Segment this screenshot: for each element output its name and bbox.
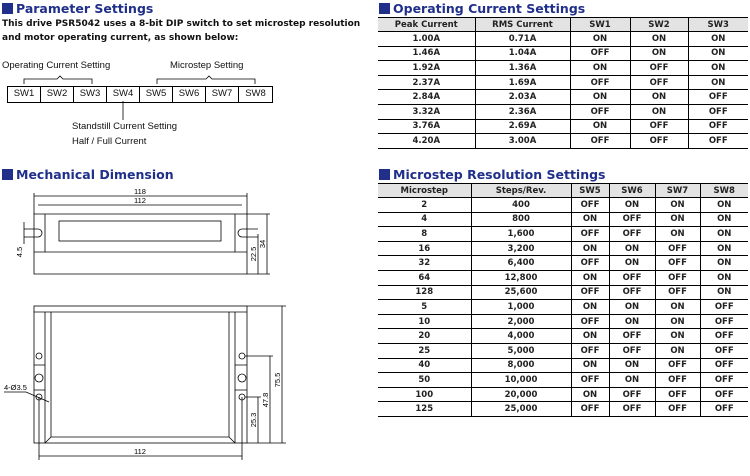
dim-75-5: 75.5	[273, 372, 282, 388]
table-cell: OFF	[571, 198, 609, 213]
table-row	[378, 285, 748, 300]
table-cell: ON	[655, 314, 700, 329]
table-row	[378, 373, 748, 388]
table-cell: OFF	[688, 104, 748, 119]
table-cell: 25,000	[471, 402, 571, 417]
table-cell: OFF	[655, 241, 700, 256]
table-cell: OFF	[570, 46, 630, 61]
table-row	[378, 256, 748, 271]
table-row	[378, 402, 748, 417]
table-cell: 64	[378, 270, 471, 285]
table-cell: OFF	[700, 402, 748, 417]
table-cell: 4,000	[471, 329, 571, 344]
table-cell: ON	[688, 32, 748, 47]
table-cell: ON	[630, 104, 688, 119]
table-cell: OFF	[570, 104, 630, 119]
table-cell: OFF	[609, 285, 655, 300]
table-row	[378, 119, 748, 134]
micro-bracket	[157, 76, 255, 84]
intro-line-1: This drive PSR5042 uses a 8-bit DIP switch to set microstep resolution	[2, 19, 361, 29]
dip-switch-1: SW1	[8, 87, 41, 102]
table-cell: 2.03A	[475, 90, 570, 105]
table-cell: ON	[571, 212, 609, 227]
dim-112-top: 112	[134, 196, 146, 205]
table-cell: 2.37A	[378, 75, 475, 90]
dip-switch-3: SW3	[74, 87, 107, 102]
microstep-heading	[379, 167, 606, 182]
dip-switch-8: SW8	[245, 88, 266, 99]
table-cell: 2.36A	[475, 104, 570, 119]
dip-switch-5: SW5	[140, 87, 173, 102]
table-row	[378, 61, 748, 76]
table-cell: 10,000	[471, 373, 571, 388]
top-view	[24, 193, 270, 274]
table-cell: ON	[700, 285, 748, 300]
dim-22-5: 22.5	[249, 246, 258, 262]
table-cell: 5,000	[471, 343, 571, 358]
table-cell: ON	[630, 46, 688, 61]
table-cell: 3.00A	[475, 134, 570, 149]
table-cell: OFF	[655, 387, 700, 402]
table-row	[378, 75, 748, 90]
table-cell: OFF	[688, 119, 748, 134]
table-cell: ON	[609, 373, 655, 388]
column-header: SW8	[700, 184, 748, 198]
op-bracket	[24, 76, 92, 84]
dim-112-bottom: 112	[134, 447, 146, 456]
table-cell: OFF	[700, 314, 748, 329]
intro-line-2: and motor operating current, as shown below:	[2, 33, 239, 43]
table-cell: 2.84A	[378, 90, 475, 105]
table-cell: ON	[700, 270, 748, 285]
table-row	[378, 32, 748, 47]
table-cell: OFF	[630, 119, 688, 134]
heading-square-icon	[379, 3, 390, 14]
dip-switch-2: SW2	[41, 87, 74, 102]
table-cell: ON	[655, 198, 700, 213]
table-row	[378, 270, 748, 285]
table-cell: OFF	[700, 300, 748, 315]
table-cell: 20,000	[471, 387, 571, 402]
heading-text: Operating Current Settings	[393, 1, 586, 16]
table-cell: OFF	[571, 314, 609, 329]
table-cell: 1,000	[471, 300, 571, 315]
table-cell: ON	[700, 212, 748, 227]
table-cell: ON	[571, 300, 609, 315]
half-full-label: Half / Full Current	[72, 136, 147, 147]
table-cell: OFF	[571, 256, 609, 271]
table-cell: 3.32A	[378, 104, 475, 119]
dip-switch-6: SW6	[173, 87, 206, 102]
op-current-label: Operating Current Setting	[2, 60, 111, 71]
table-cell: OFF	[700, 343, 748, 358]
table-row	[378, 212, 748, 227]
standstill-label: Standstill Current Setting	[72, 121, 178, 132]
table-row	[378, 46, 748, 61]
column-header: SW2	[630, 18, 688, 32]
table-cell: 4	[378, 212, 471, 227]
table-cell: 50	[378, 373, 471, 388]
table-cell: ON	[655, 300, 700, 315]
table-cell: OFF	[609, 402, 655, 417]
table-cell: OFF	[688, 134, 748, 149]
dip-switch-4: SW4	[107, 87, 140, 102]
table-cell: ON	[700, 256, 748, 271]
table-cell: ON	[609, 314, 655, 329]
operating-current-table	[378, 17, 748, 149]
table-cell: 400	[471, 198, 571, 213]
table-cell: 8	[378, 227, 471, 242]
table-cell: 16	[378, 241, 471, 256]
column-header: Peak Current	[378, 18, 475, 32]
table-cell: 12,800	[471, 270, 571, 285]
table-cell: 2	[378, 198, 471, 213]
table-cell: 128	[378, 285, 471, 300]
table-cell: 125	[378, 402, 471, 417]
table-cell: 1.04A	[475, 46, 570, 61]
table-row	[378, 198, 748, 213]
table-cell: OFF	[655, 373, 700, 388]
table-cell: ON	[609, 300, 655, 315]
column-header: SW3	[688, 18, 748, 32]
table-cell: OFF	[630, 61, 688, 76]
dip-switch-7: SW7	[206, 87, 239, 102]
table-cell: 20	[378, 329, 471, 344]
table-cell: 5	[378, 300, 471, 315]
table-row	[378, 343, 748, 358]
table-cell: ON	[609, 241, 655, 256]
column-header: RMS Current	[475, 18, 570, 32]
table-cell: OFF	[700, 358, 748, 373]
table-cell: OFF	[571, 343, 609, 358]
dim-25-3: 25.3	[249, 412, 258, 428]
table-cell: OFF	[571, 285, 609, 300]
dim-47-8: 47.8	[261, 392, 270, 408]
table-cell: ON	[570, 90, 630, 105]
table-cell: ON	[570, 32, 630, 47]
heading-text: Parameter Settings	[16, 1, 154, 16]
table-cell: 6,400	[471, 256, 571, 271]
table-row	[378, 329, 748, 344]
table-cell: ON	[630, 32, 688, 47]
table-cell: ON	[700, 198, 748, 213]
table-row	[378, 387, 748, 402]
table-cell: 40	[378, 358, 471, 373]
table-cell: OFF	[609, 387, 655, 402]
table-row	[378, 104, 748, 119]
table-cell: ON	[630, 90, 688, 105]
table-cell: OFF	[655, 285, 700, 300]
dim-118: 118	[134, 187, 146, 196]
table-cell: ON	[570, 119, 630, 134]
table-cell: OFF	[609, 227, 655, 242]
table-cell: OFF	[571, 227, 609, 242]
table-cell: 25,600	[471, 285, 571, 300]
dim-34: 34	[258, 239, 267, 249]
table-cell: 2,000	[471, 314, 571, 329]
table-cell: OFF	[688, 90, 748, 105]
table-cell: OFF	[570, 75, 630, 90]
table-cell: 100	[378, 387, 471, 402]
table-cell: ON	[571, 387, 609, 402]
column-header: SW6	[609, 184, 655, 198]
table-cell: OFF	[655, 402, 700, 417]
table-cell: ON	[688, 46, 748, 61]
table-row	[378, 134, 748, 149]
table-cell: 32	[378, 256, 471, 271]
table-cell: OFF	[700, 329, 748, 344]
table-cell: 1,600	[471, 227, 571, 242]
table-cell: ON	[700, 241, 748, 256]
microstep-label: Microstep Setting	[170, 60, 244, 71]
table-row	[378, 358, 748, 373]
table-row	[378, 90, 748, 105]
heading-text: Mechanical Dimension	[16, 167, 174, 182]
table-cell: ON	[655, 227, 700, 242]
table-cell: OFF	[630, 75, 688, 90]
table-cell: ON	[688, 75, 748, 90]
table-cell: 800	[471, 212, 571, 227]
table-cell: ON	[655, 329, 700, 344]
table-cell: ON	[571, 270, 609, 285]
table-row	[378, 241, 748, 256]
column-header: SW7	[655, 184, 700, 198]
table-cell: 8,000	[471, 358, 571, 373]
table-cell: OFF	[609, 270, 655, 285]
table-cell: 25	[378, 343, 471, 358]
table-cell: ON	[571, 241, 609, 256]
table-cell: OFF	[609, 329, 655, 344]
table-cell: 3.76A	[378, 119, 475, 134]
column-header: Steps/Rev.	[471, 184, 571, 198]
table-cell: OFF	[700, 373, 748, 388]
table-cell: ON	[571, 358, 609, 373]
table-cell: ON	[688, 61, 748, 76]
dim-4-5: 4.5	[15, 246, 24, 258]
table-cell: OFF	[630, 134, 688, 149]
column-header: SW5	[571, 184, 609, 198]
column-header: SW1	[570, 18, 630, 32]
table-cell: 1.92A	[378, 61, 475, 76]
heading-text: Microstep Resolution Settings	[393, 167, 606, 182]
table-cell: ON	[609, 198, 655, 213]
table-cell: 1.36A	[475, 61, 570, 76]
column-header: Microstep	[378, 184, 471, 198]
table-cell: ON	[700, 227, 748, 242]
table-cell: OFF	[655, 270, 700, 285]
table-cell: 4.20A	[378, 134, 475, 149]
table-row	[378, 314, 748, 329]
table-cell: ON	[609, 256, 655, 271]
table-cell: OFF	[609, 343, 655, 358]
table-cell: 1.00A	[378, 32, 475, 47]
table-cell: 1.46A	[378, 46, 475, 61]
table-cell: OFF	[655, 256, 700, 271]
table-cell: OFF	[571, 402, 609, 417]
table-cell: 3,200	[471, 241, 571, 256]
table-cell: ON	[571, 329, 609, 344]
table-cell: ON	[609, 358, 655, 373]
table-cell: 0.71A	[475, 32, 570, 47]
table-cell: 1.69A	[475, 75, 570, 90]
table-row	[378, 227, 748, 242]
bottom-view	[4, 306, 286, 460]
table-cell: OFF	[655, 358, 700, 373]
microstep-table	[378, 183, 748, 417]
table-cell: ON	[655, 212, 700, 227]
table-cell: OFF	[571, 373, 609, 388]
operating-current-heading	[379, 1, 585, 16]
heading-square-icon	[379, 169, 390, 180]
table-cell: OFF	[700, 387, 748, 402]
table-cell: ON	[570, 61, 630, 76]
table-cell: 2.69A	[475, 119, 570, 134]
table-cell: ON	[655, 343, 700, 358]
table-row	[378, 300, 748, 315]
dim-holes: 4-Ø3.5	[4, 383, 27, 392]
table-cell: OFF	[570, 134, 630, 149]
table-cell: OFF	[609, 212, 655, 227]
table-cell: 10	[378, 314, 471, 329]
